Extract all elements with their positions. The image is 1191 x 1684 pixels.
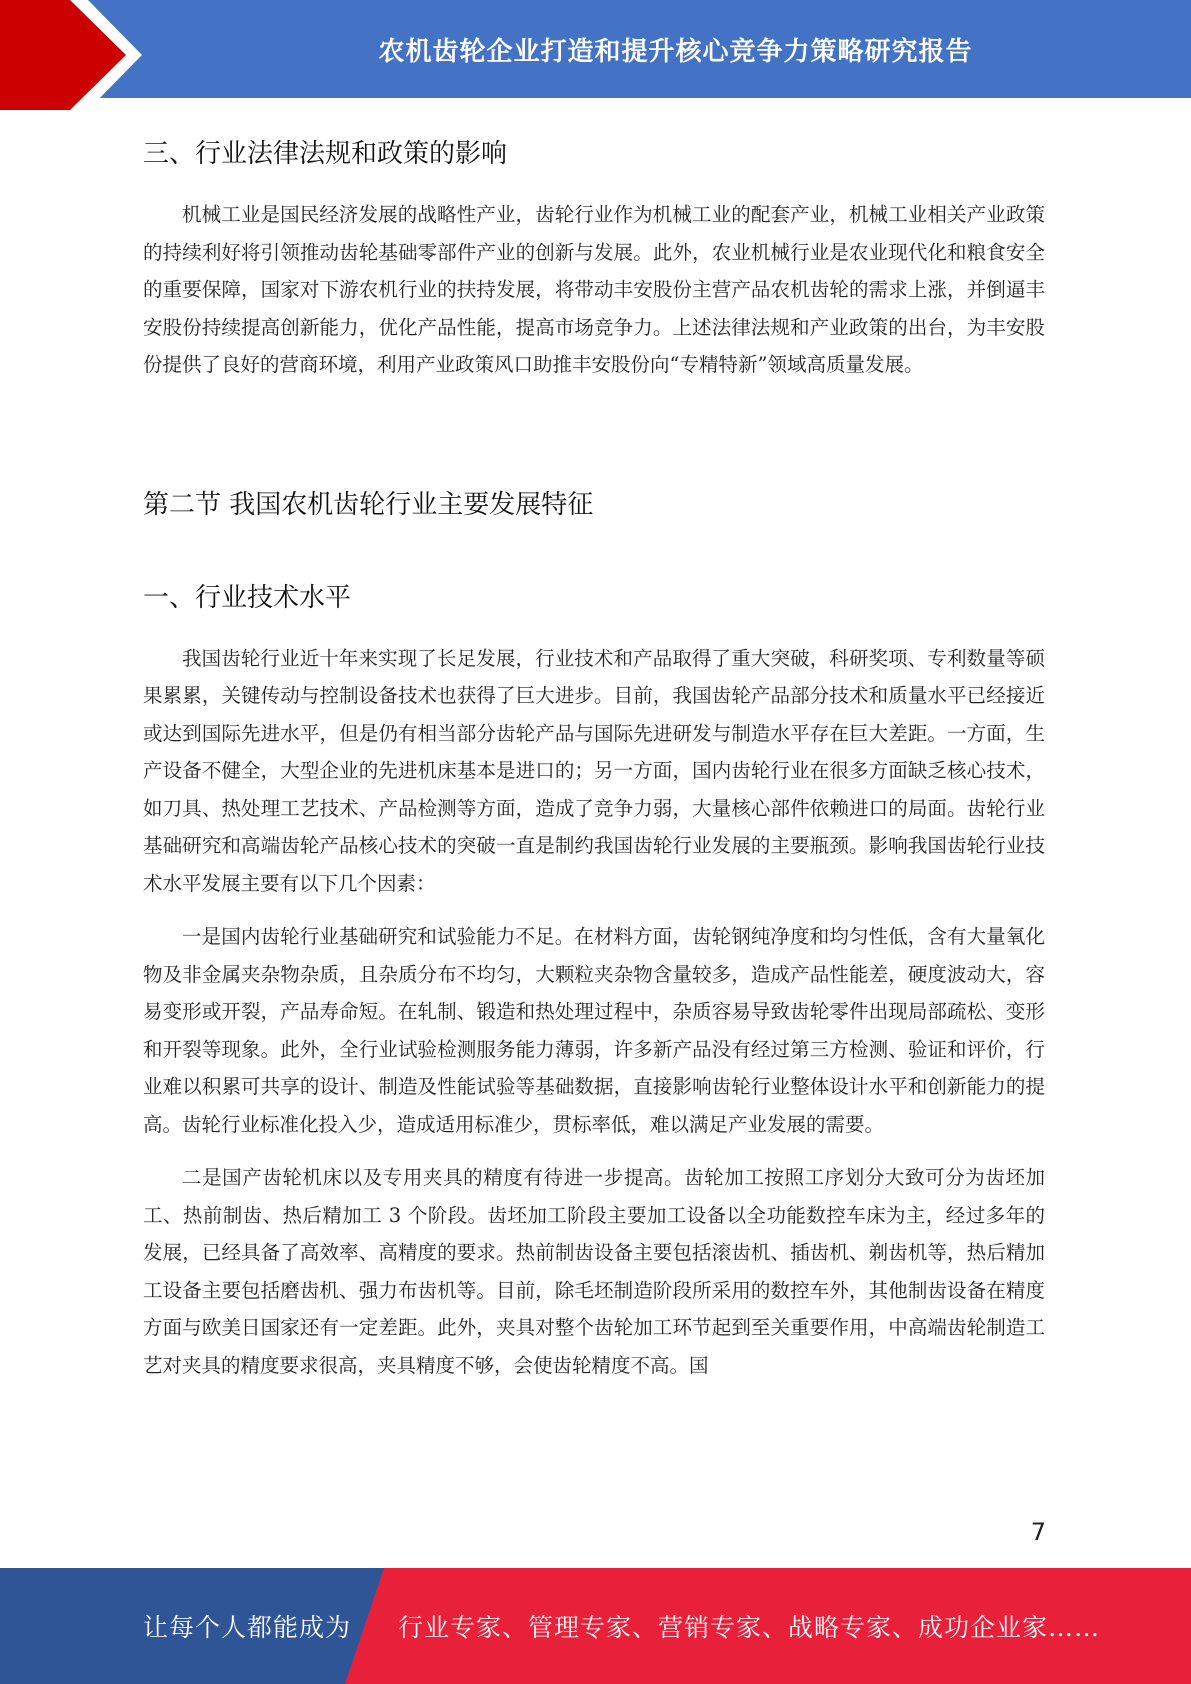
paragraph-factor-one: 一是国内齿轮行业基础研究和试验能力不足。在材料方面，齿轮钢纯净度和均匀性低，含有大量氧化物及非金属夹杂物杂质，且杂质分布不均匀，大颗粒夹杂物含量较多，造成产品性能差，硬度波动大，容易变形或开裂，产品寿命短。在轧制、锻造和热处理过程中，杂质容易导致齿轮零件出现局部疏松、变形和开裂等现象。此外，全行业试验检测服务能力薄弱，许多新产品没有经过第三方检测、验证和评价，行业难以积累可共享的设计、制造及性能试验等基础数据，直接影响齿轮行业整体设计水平和创新能力的提高。齿轮行业标准化投入少，造成适用标准少，贯标率低，难以满足产业发展的需要。 bbox=[143, 925, 1045, 1136]
document-title: 农机齿轮企业打造和提升核心竞争力策略研究报告 bbox=[378, 36, 973, 67]
paragraph-factor-two: 二是国产齿轮机床以及专用夹具的精度有待进一步提高。齿轮加工按照工序划分大致可分为齿坯加工、热前制齿、热后精加工 3 个阶段。齿坯加工阶段主要加工设备以全功能数控车床为主，经过多年的发展，已经具备了高效率、高精度的要求。热前制齿设备主要包括滚齿机、插齿机、剃齿机等，热后精加工设备主要包括磨齿机、强力布齿机等。目前，除毛坯制造阶段所采用的数控车外，其他制齿设备在精度方面与欧美日国家还有一定差距。此外，夹具对整个齿轮加工环节起到至关重要作用，中高端齿轮制造工艺对夹具的精度要求很高，夹具精度不够，会使齿轮精度不高。国 bbox=[143, 1166, 1045, 1377]
page-header bbox=[0, 0, 1191, 110]
footer-slogan-right: 行业专家、管理专家、营销专家、战略专家、成功企业家…… bbox=[398, 1613, 1101, 1642]
page-content bbox=[143, 120, 1045, 1384]
page-number: 7 bbox=[1030, 1518, 1046, 1546]
chapter-heading-section-two: 第二节 我国农机齿轮行业主要发展特征 bbox=[143, 489, 594, 520]
header-red-chevron bbox=[0, 0, 126, 110]
footer-slogan-left: 让每个人都能成为 bbox=[143, 1613, 352, 1642]
paragraph-tech-overview: 我国齿轮行业近十年来实现了长足发展，行业技术和产品取得了重大突破，科研奖项、专利数量等硕果累累，关键传动与控制设备技术也获得了巨大进步。目前，我国齿轮产品部分技术和质量水平已经接近或达到国际先进水平，但是仍有相当部分齿轮产品与国际先进研发与制造水平存在巨大差距。一方面，生产设备不健全，大型企业的先进机床基本是进口的；另一方面，国内齿轮行业在很多方面缺乏核心技术，如刀具、热处理工艺技术、产品检测等方面，造成了竞争力弱，大量核心部件依赖进口的局面。齿轮行业基础研究和高端齿轮产品核心技术的突破一直是制约我国齿轮行业发展的主要瓶颈。影响我国齿轮行业技术水平发展主要有以下几个因素： bbox=[143, 646, 1045, 895]
paragraph-regulations: 机械工业是国民经济发展的战略性产业，齿轮行业作为机械工业的配套产业，机械工业相关产业政策的持续利好将引领推动齿轮基础零部件产业的创新与发展。此外，农业机械行业是农业现代化和粮食安全的重要保障，国家对下游农机行业的扶持发展，将带动丰安股份主营产品农机齿轮的需求上涨，并倒逼丰安股份持续提高创新能力，优化产品性能，提高市场竞争力。上述法律法规和产业政策的出台，为丰安股份提供了良好的营商环境，利用产业政策风口助推丰安股份向“专精特新”领域高质量发展。 bbox=[143, 203, 1045, 376]
page-footer bbox=[0, 1568, 1191, 1684]
section-heading-tech-level: 一、行业技术水平 bbox=[143, 582, 352, 613]
section-heading-regulations: 三、行业法律法规和政策的影响 bbox=[143, 139, 508, 169]
